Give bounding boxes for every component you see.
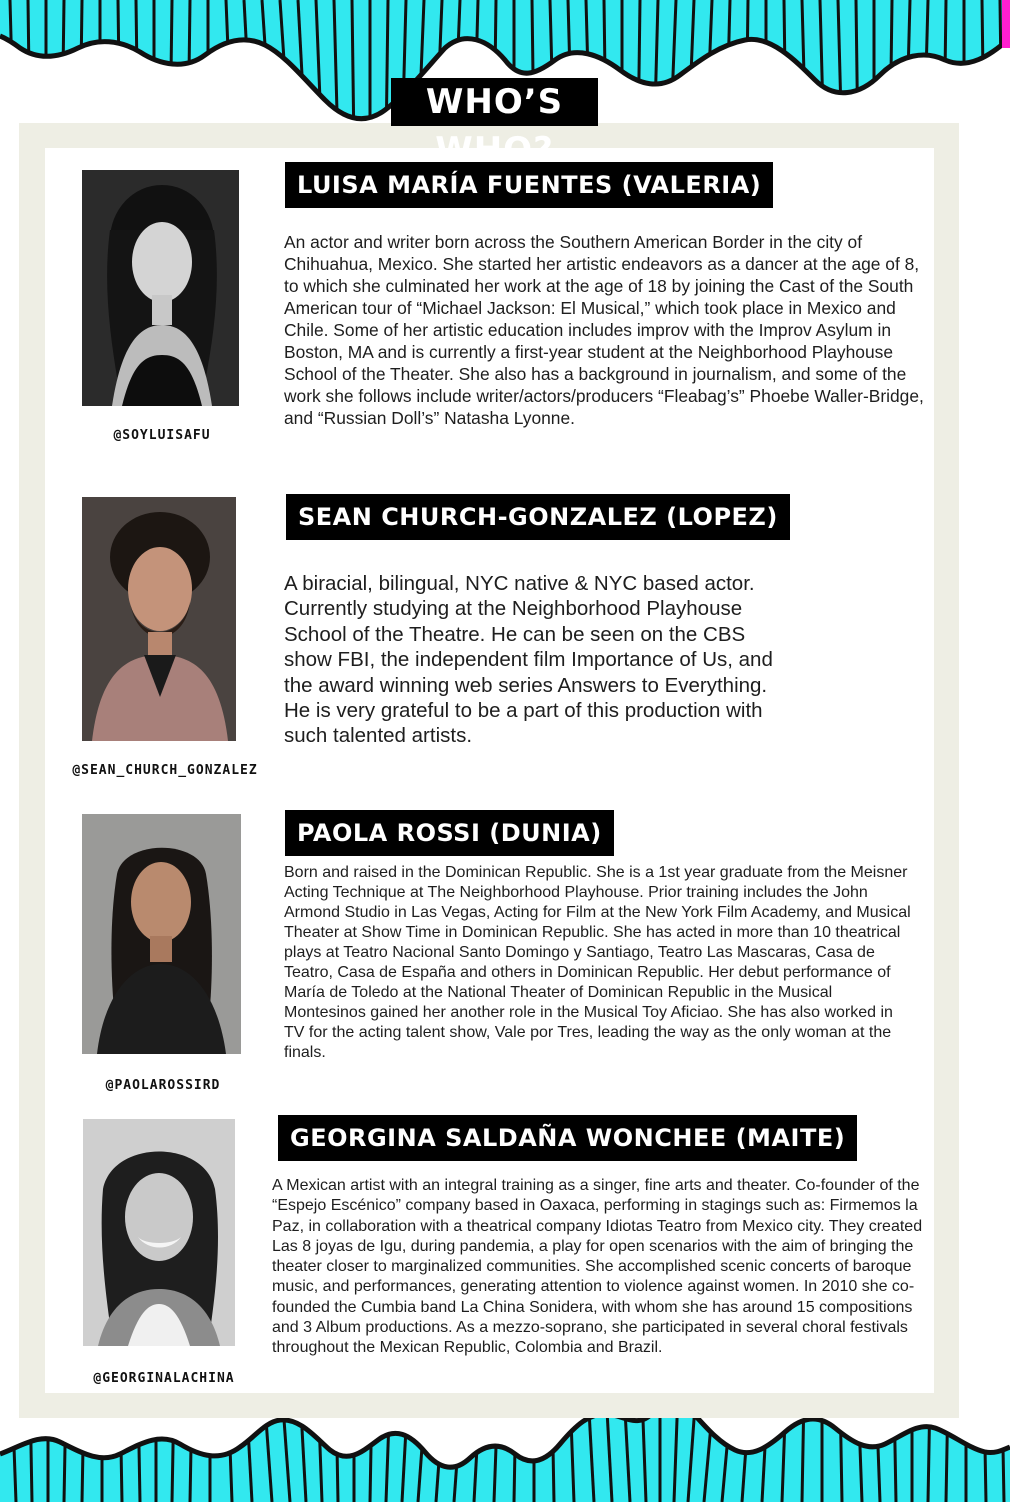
cast-bio: A Mexican artist with an integral training as a singer, fine arts and theater. Co-founder of the “Espejo Escénico” company based in Oaxaca, performing in stagings such as: Firmemos la Paz, in collaboration with a theatrical company Idiotas Teatro from Mexico city. They created Las 8 joyas de Igu, during pandemia, a play for open scenarios with the aim of bringing the theater closer to marginalized communities. She accomplished scenic concerts of baroque music, and performances, generating attention to violence against women. In 2010 she co-founded the Cumbia band La China Sonidera, with whom she has around 15 compositions and 3 Album productions. As a mezzo-soprano, she participated in several choral festivals throughout the Mexican Republic, Colombia and Brazil. bbox=[272, 1177, 923, 1357]
headshot-luisa bbox=[82, 170, 239, 406]
headshot-sean bbox=[82, 497, 236, 741]
headshot-georgina bbox=[83, 1119, 235, 1346]
cast-bio: A biracial, bilingual, NYC native & NYC based actor. Currently studying at the Neighborhood Playhouse School of the Theatre. He can be seen on the CBS show FBI, the independent film Importance of Us, and the award winning web series Answers to Everything. He is very grateful to be a part of this production with such talented artists. bbox=[284, 572, 773, 748]
headshot-paola bbox=[82, 814, 241, 1054]
cast-name-banner: LUISA MARÍA FUENTES (VALERIA) bbox=[285, 162, 773, 208]
cast-bio: An actor and writer born across the Southern American Border in the city of Chihuahua, Mexico. She started her artistic endeavors as a dancer at the age of 8, to which she culminated her work at the age of 18 by joining the Cast of the South American tour of “Michael Jackson: El Musical,” which took place in Mexico and Chile. Some of her artistic education includes improv with the Improv Asylum in Boston, MA and is currently a first-year student at the Neighborhood Playhouse School of the Theater. She also has a background in journalism, and some of the work she follows include writer/actors/producers “Fleabag’s” Phoebe Waller-Bridge, and “Russian Doll’s” Natasha Lyonne. bbox=[284, 232, 924, 428]
edge-accent-bar bbox=[1002, 0, 1010, 48]
cast-name-banner: PAOLA ROSSI (DUNIA) bbox=[285, 810, 614, 856]
cast-name-banner: GEORGINA SALDAÑA WONCHEE (MAITE) bbox=[278, 1115, 857, 1161]
cast-bio: Born and raised in the Dominican Republic. She is a 1st year graduate from the Meisner Acting Technique at The Neighborhood Playhouse. Prior training includes the John Armond Studio in Las Vegas, Acting for Film at the New York Film Academy, and Musical Theater at Show Time in Dominican Republic. She has acted in more than 10 theatrical plays at Teatro Nacional Santo Domingo y Santiago, Teatro Las Mascaras, Casa de Teatro, Casa de España and others in Dominican Republic. Her debut performance of María de Toledo at the National Theater of Dominican Republic in the Musical Montesinos gained her another role in the Musical Toy Aficiao. She has also worked in TV for the acting talent show, Vale por Tres, leading the way as the only woman at the finals. bbox=[284, 864, 911, 1061]
cast-name-banner: SEAN CHURCH-GONZALEZ (LOPEZ) bbox=[286, 494, 790, 540]
social-handle: @PAOLAROSSIRD bbox=[105, 1078, 221, 1093]
social-handle: @GEORGINALACHINA bbox=[93, 1371, 235, 1386]
page-title: WHO’S WHO? bbox=[391, 78, 598, 126]
social-handle: @SOYLUISAFU bbox=[113, 428, 211, 443]
social-handle: @SEAN_CHURCH_GONZALEZ bbox=[72, 763, 258, 778]
